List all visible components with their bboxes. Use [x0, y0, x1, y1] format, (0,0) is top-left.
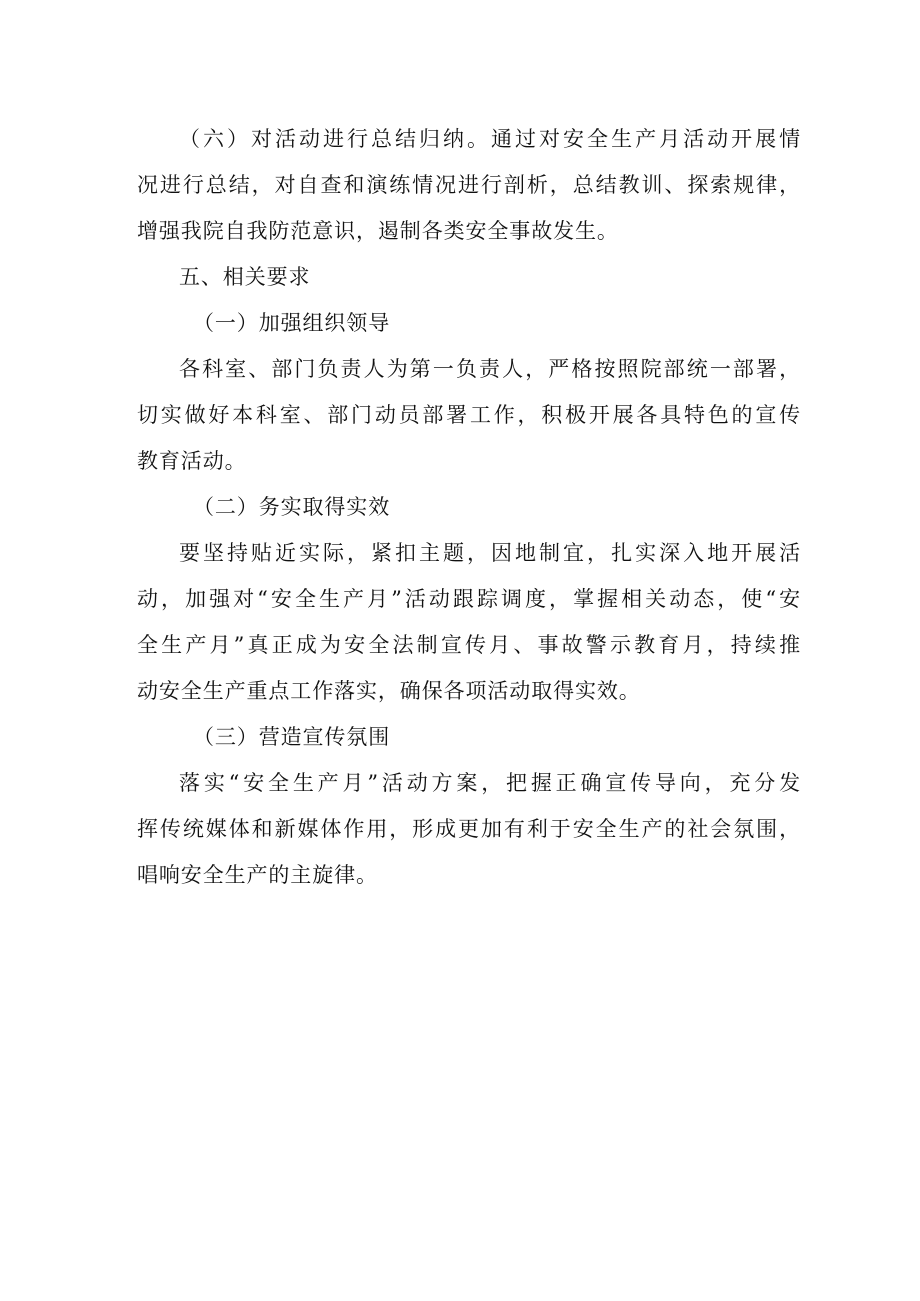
paragraph [137, 346, 801, 484]
text-line: 切实做好本科室、部门动员部署工作，积极开展各具特色的宣传 [137, 403, 801, 427]
paragraph-activity-summary [137, 116, 801, 254]
text-line: 落实“安全生产月”活动方案，把握正确宣传导向，充分发 [179, 771, 801, 795]
text-line: 各科室、部门负责人为第一负责人，严格按照院部统一部署， [179, 357, 801, 381]
text-line: 况进行总结，对自查和演练情况进行剖析，总结教训、探索规律， [137, 173, 801, 197]
subheading: （二）务实取得实效 [193, 495, 391, 519]
section-heading: 五、相关要求 [179, 265, 311, 289]
text-line: 动，加强对“安全生产月”活动跟踪调度，掌握相关动态，使“安 [137, 587, 801, 611]
text-line: 唱响安全生产的主旋律。 [137, 863, 378, 887]
text-line: 增强我院自我防范意识，遏制各类安全事故发生。 [137, 219, 619, 243]
subheading: （一）加强组织领导 [193, 311, 391, 335]
text-line: 动安全生产重点工作落实，确保各项活动取得实效。 [137, 679, 641, 703]
text-line: 教育活动。 [137, 449, 247, 473]
text-line: 全生产月”真正成为安全法制宣传月、事故警示教育月，持续推 [137, 633, 801, 657]
text-line: 挥传统媒体和新媒体作用，形成更加有利于安全生产的社会氛围， [137, 817, 801, 841]
paragraph [137, 760, 801, 898]
document-body [137, 116, 801, 898]
subheading: （三）营造宣传氛围 [193, 725, 391, 749]
text-line: 要坚持贴近实际，紧扣主题，因地制宜，扎实深入地开展活 [179, 541, 801, 565]
paragraph [137, 530, 801, 714]
text-line: （六）对活动进行总结归纳。通过对安全生产月活动开展情 [179, 127, 801, 151]
